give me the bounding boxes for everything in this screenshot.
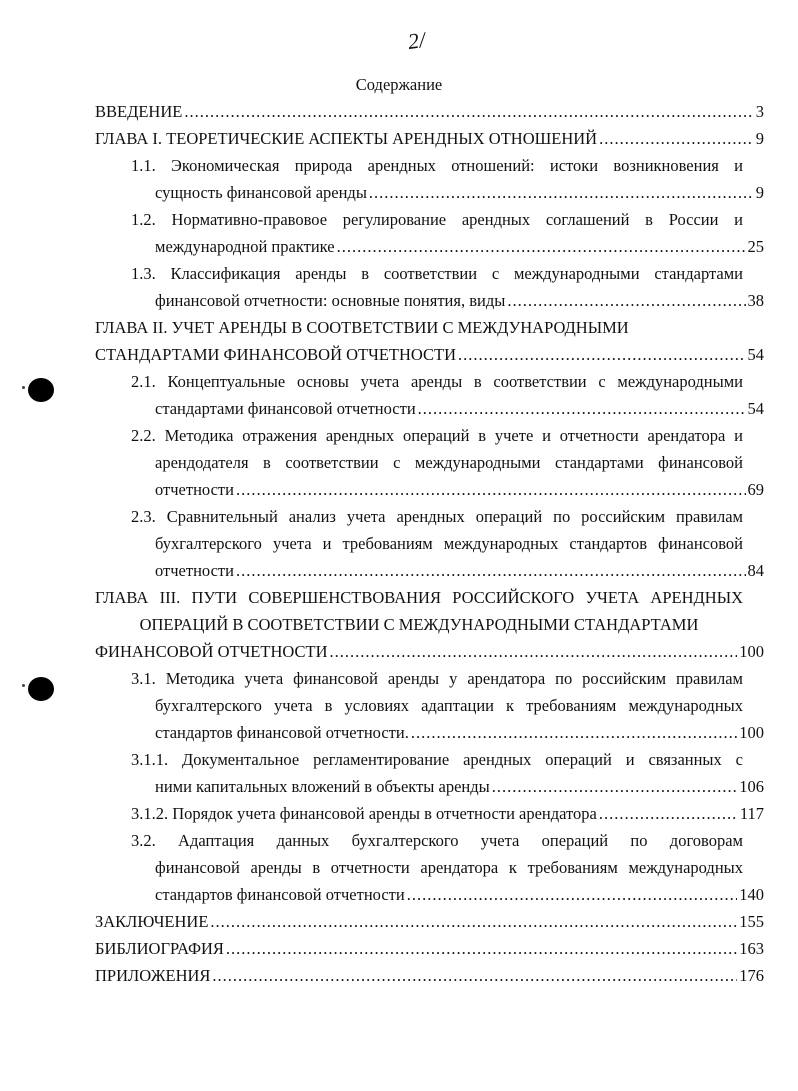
toc-page-number: 163 [739,939,764,958]
toc-entry-2-1[interactable] [131,368,764,422]
toc-entry-label: ПРИЛОЖЕНИЯ [95,966,211,985]
toc-entry-bibliography[interactable] [95,935,764,962]
toc-entry-label: сущность финансовой аренды [155,183,367,202]
toc-entry-label: ВВЕДЕНИЕ [95,102,183,121]
toc-leader-dots [492,773,738,800]
toc-page-number: 54 [747,399,764,418]
toc-entry-label: 1.3. Классификация аренды в соответствии с международными стандартами [131,264,743,283]
toc-entry-label: 2.1. Концептуальные основы учета аренды в соответствии с международными [131,372,743,391]
toc-page-number: 106 [739,777,764,796]
toc-entry-label: БИБЛИОГРАФИЯ [95,939,224,958]
toc-leader-dots [418,395,746,422]
toc-page-number: 69 [747,480,764,499]
toc-entry-label: бухгалтерского учета в условиях адаптации к требованиям международных [155,696,743,715]
toc-page-number: 117 [739,804,764,823]
toc-entry-label: стандартов финансовой отчетности. [155,723,409,742]
toc-entry-label: арендодателя в соответствии с международными стандартами финансовой [155,453,743,472]
toc-entry-label: 3.1.1. Документальное регламентирование арендных операций и связанных с [131,750,743,769]
toc-page-number: 140 [739,885,764,904]
toc-entry-label: 3.1.2. Порядок учета финансовой аренды в отчетности арендатора [131,804,597,823]
toc-page-number: 84 [747,561,764,580]
toc-entry-1-2[interactable] [131,206,764,260]
toc-entry-label: 2.2. Методика отражения арендных операций в учете и отчетности арендатора и [131,426,743,445]
toc-entry-label: ГЛАВА III. ПУТИ СОВЕРШЕНСТВОВАНИЯ РОССИЙСКОГО УЧЕТА АРЕНДНЫХ [95,588,743,607]
toc-entry-3-2[interactable] [131,827,764,908]
scan-speck [22,684,25,687]
toc-page-number: 25 [747,237,764,256]
toc-entry-label: бухгалтерского учета и требованиям международных стандартов финансовой [155,534,743,553]
toc-entry-appendices[interactable] [95,962,764,989]
toc-entry-label: 3.1. Методика учета финансовой аренды у арендатора по российским правилам [131,669,743,688]
toc-leader-dots [507,287,745,314]
toc-entry-label: отчетности [155,561,234,580]
toc-page-number: 9 [755,129,764,148]
toc-leader-dots [458,341,745,368]
toc-leader-dots [337,233,746,260]
toc-entry-label: 3.2. Адаптация данных бухгалтерского учета операций по договорам [131,831,743,850]
toc-leader-dots [184,98,753,125]
toc-leader-dots [599,125,754,152]
toc-page-number: 100 [739,723,764,742]
toc-entry-label: 1.2. Нормативно-правовое регулирование арендных соглашений в России и [131,210,743,229]
toc-leader-dots [236,557,746,584]
toc-title: Содержание [355,75,443,94]
toc-entry-label: ними капитальных вложений в объекты аренды [155,777,490,796]
toc-entry-chapter-1[interactable] [95,125,764,152]
toc-entry-introduction[interactable] [95,98,764,125]
toc-leader-dots [226,935,737,962]
toc-entry-label: СТАНДАРТАМИ ФИНАНСОВОЙ ОТЧЕТНОСТИ [95,345,457,364]
toc-leader-dots [599,800,738,827]
toc-entry-2-2[interactable] [131,422,764,503]
toc-page-number: 54 [747,345,764,364]
toc-entry-label: финансовой аренды в отчетности арендатора к требованиям международных [155,858,743,877]
toc-page-number: 3 [755,102,764,121]
toc-entry-3-1[interactable] [131,665,764,746]
toc-entry-label: 1.1. Экономическая природа арендных отношений: истоки возникновения и [131,156,743,175]
toc-leader-dots [210,908,737,935]
toc-entry-label: стандартов финансовой отчетности [155,885,405,904]
toc-entry-chapter-3[interactable] [95,584,764,665]
toc-leader-dots [330,638,738,665]
toc-entry-label: ГЛАВА II. УЧЕТ АРЕНДЫ В СООТВЕТСТВИИ С МЕЖДУНАРОДНЫМИ [95,318,629,337]
toc-entry-1-3[interactable] [131,260,764,314]
toc-entry-label: международной практике [155,237,335,256]
toc-leader-dots [236,476,746,503]
toc-page-number: 38 [747,291,764,310]
toc-entry-1-1[interactable] [131,152,764,206]
toc-entry-label: ГЛАВА I. ТЕОРЕТИЧЕСКИЕ АСПЕКТЫ АРЕНДНЫХ ОТНОШЕНИЙ [95,129,598,148]
toc-leader-dots [212,962,737,989]
toc-entry-2-3[interactable] [131,503,764,584]
toc-page-number: 100 [739,642,764,661]
toc-leader-dots [369,179,754,206]
toc-entry-label: финансовой отчетности: основные понятия, виды [155,291,506,310]
toc-entry-chapter-2[interactable] [95,314,764,368]
toc-page-number: 155 [739,912,764,931]
toc-entry-label: ФИНАНСОВОЙ ОТЧЕТНОСТИ [95,642,328,661]
toc-page-number: 176 [739,966,764,985]
toc-entry-label: 2.3. Сравнительный анализ учета арендных операций по российским правилам [131,507,743,526]
toc-entry-3-1-1[interactable] [131,746,764,800]
punch-hole-bottom [28,677,54,701]
toc-entry-label: ОПЕРАЦИЙ В СООТВЕТСТВИИ С МЕЖДУНАРОДНЫМИ СТАНДАРТАМИ [139,615,699,634]
toc-entry-label: отчетности [155,480,234,499]
toc-page-number: 9 [755,183,764,202]
toc-entry-label: ЗАКЛЮЧЕНИЕ [95,912,209,931]
toc-entry-label: стандартами финансовой отчетности [155,399,416,418]
handwritten-page-number: 2/ [406,26,427,55]
punch-hole-top [28,378,54,402]
toc-leader-dots [411,719,737,746]
toc-leader-dots [407,881,738,908]
scan-speck [22,386,25,389]
toc-entry-3-1-2[interactable] [131,800,764,827]
toc-entry-conclusion[interactable] [95,908,764,935]
